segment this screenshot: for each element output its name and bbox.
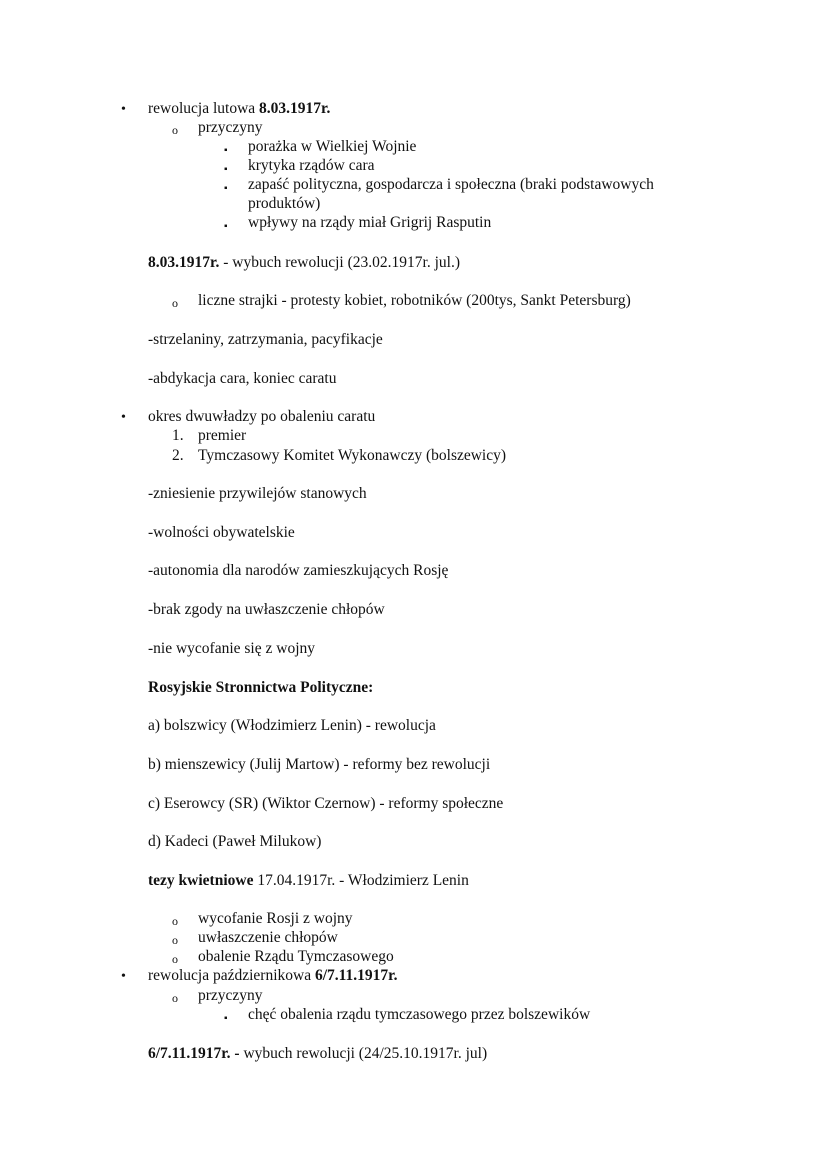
april-theses-line	[148, 871, 469, 890]
circle-marker: o	[172, 933, 178, 947]
outbreak-line	[148, 253, 460, 272]
circle-marker: o	[172, 123, 178, 137]
dash-line: -nie wycofanie się z wojny	[148, 640, 315, 657]
cause-item: chęć obalenia rządu tymczasowego przez bolszewików	[248, 1006, 591, 1023]
cause-item-continuation: produktów)	[248, 195, 321, 212]
circle-marker: o	[172, 991, 178, 1005]
party-item: c) Eserowcy (SR) (Wiktor Czernow) - reformy społeczne	[148, 795, 504, 812]
dash-line: -autonomia dla narodów zamieszkujących Rosję	[148, 562, 449, 579]
heading-date: 8.03.1917r.	[259, 100, 331, 117]
dash-line: -wolności obywatelskie	[148, 524, 295, 541]
dash-line: -zniesienie przywilejów stanowych	[148, 485, 367, 502]
section-heading-october-revolution	[148, 966, 398, 985]
heading-text: rewolucja lutowa	[148, 100, 260, 117]
party-item: d) Kadeci (Paweł Milukow)	[148, 833, 322, 850]
outbreak-date: 8.03.1917r.	[148, 254, 220, 271]
list-number: 1.	[172, 427, 184, 444]
circle-marker: o	[172, 914, 178, 928]
april-item: uwłaszczenie chłopów	[198, 929, 338, 946]
heading-text: rewolucja październikowa	[148, 967, 315, 984]
circle-marker: o	[172, 296, 178, 310]
square-marker: ▪	[224, 221, 228, 232]
parties-heading: Rosyjskie Stronnictwa Polityczne:	[148, 679, 374, 696]
party-item: b) mienszewicy (Julij Martow) - reformy bez rewolucji	[148, 756, 491, 773]
square-marker: ▪	[224, 145, 228, 156]
cause-item: krytyka rządów cara	[248, 157, 375, 174]
section-heading-dual-power: okres dwuwładzy po obaleniu caratu	[148, 408, 376, 425]
bullet-marker: •	[121, 102, 126, 117]
list-number: 2.	[172, 447, 184, 464]
april-theses-title: tezy kwietniowe	[148, 872, 254, 889]
outbreak-line	[148, 1044, 487, 1063]
april-item: obalenie Rządu Tymczasowego	[198, 948, 394, 965]
bullet-marker: •	[121, 969, 126, 984]
dash-line: -strzelaniny, zatrzymania, pacyfikacje	[148, 331, 383, 348]
outbreak-text: wybuch rewolucji (24/25.10.1917r. jul)	[239, 1045, 488, 1062]
april-item: wycofanie Rosji z wojny	[198, 910, 353, 927]
party-item: a) bolszwicy (Włodzimierz Lenin) - rewolucja	[148, 717, 436, 734]
april-theses-details: 17.04.1917r. - Włodzimierz Lenin	[253, 872, 469, 889]
outbreak-date: 6/7.11.1917r. -	[148, 1045, 240, 1062]
heading-date: 6/7.11.1917r.	[314, 967, 398, 984]
section-heading-february-revolution	[148, 99, 330, 118]
dash-line: -brak zgody na uwłaszczenie chłopów	[148, 601, 385, 618]
circle-marker: o	[172, 952, 178, 966]
strikes-item: liczne strajki - protesty kobiet, robotników (200tys, Sankt Petersburg)	[198, 292, 631, 309]
numbered-item: premier	[198, 427, 247, 444]
square-marker: ▪	[224, 164, 228, 175]
bullet-marker: •	[121, 410, 126, 425]
cause-item: zapaść polityczna, gospodarcza i społeczna (braki podstawowych	[248, 176, 654, 193]
cause-item: porażka w Wielkiej Wojnie	[248, 138, 417, 155]
causes-label: przyczyny	[198, 119, 263, 136]
dash-line: -abdykacja cara, koniec caratu	[148, 370, 337, 387]
cause-item: wpływy na rządy miał Grigrij Rasputin	[248, 214, 492, 231]
causes-label: przyczyny	[198, 987, 263, 1004]
square-marker: ▪	[224, 183, 228, 194]
outbreak-text: - wybuch rewolucji (23.02.1917r. jul.)	[219, 254, 460, 271]
numbered-item: Tymczasowy Komitet Wykonawczy (bolszewicy)	[198, 447, 507, 464]
square-marker: ▪	[224, 1013, 228, 1024]
